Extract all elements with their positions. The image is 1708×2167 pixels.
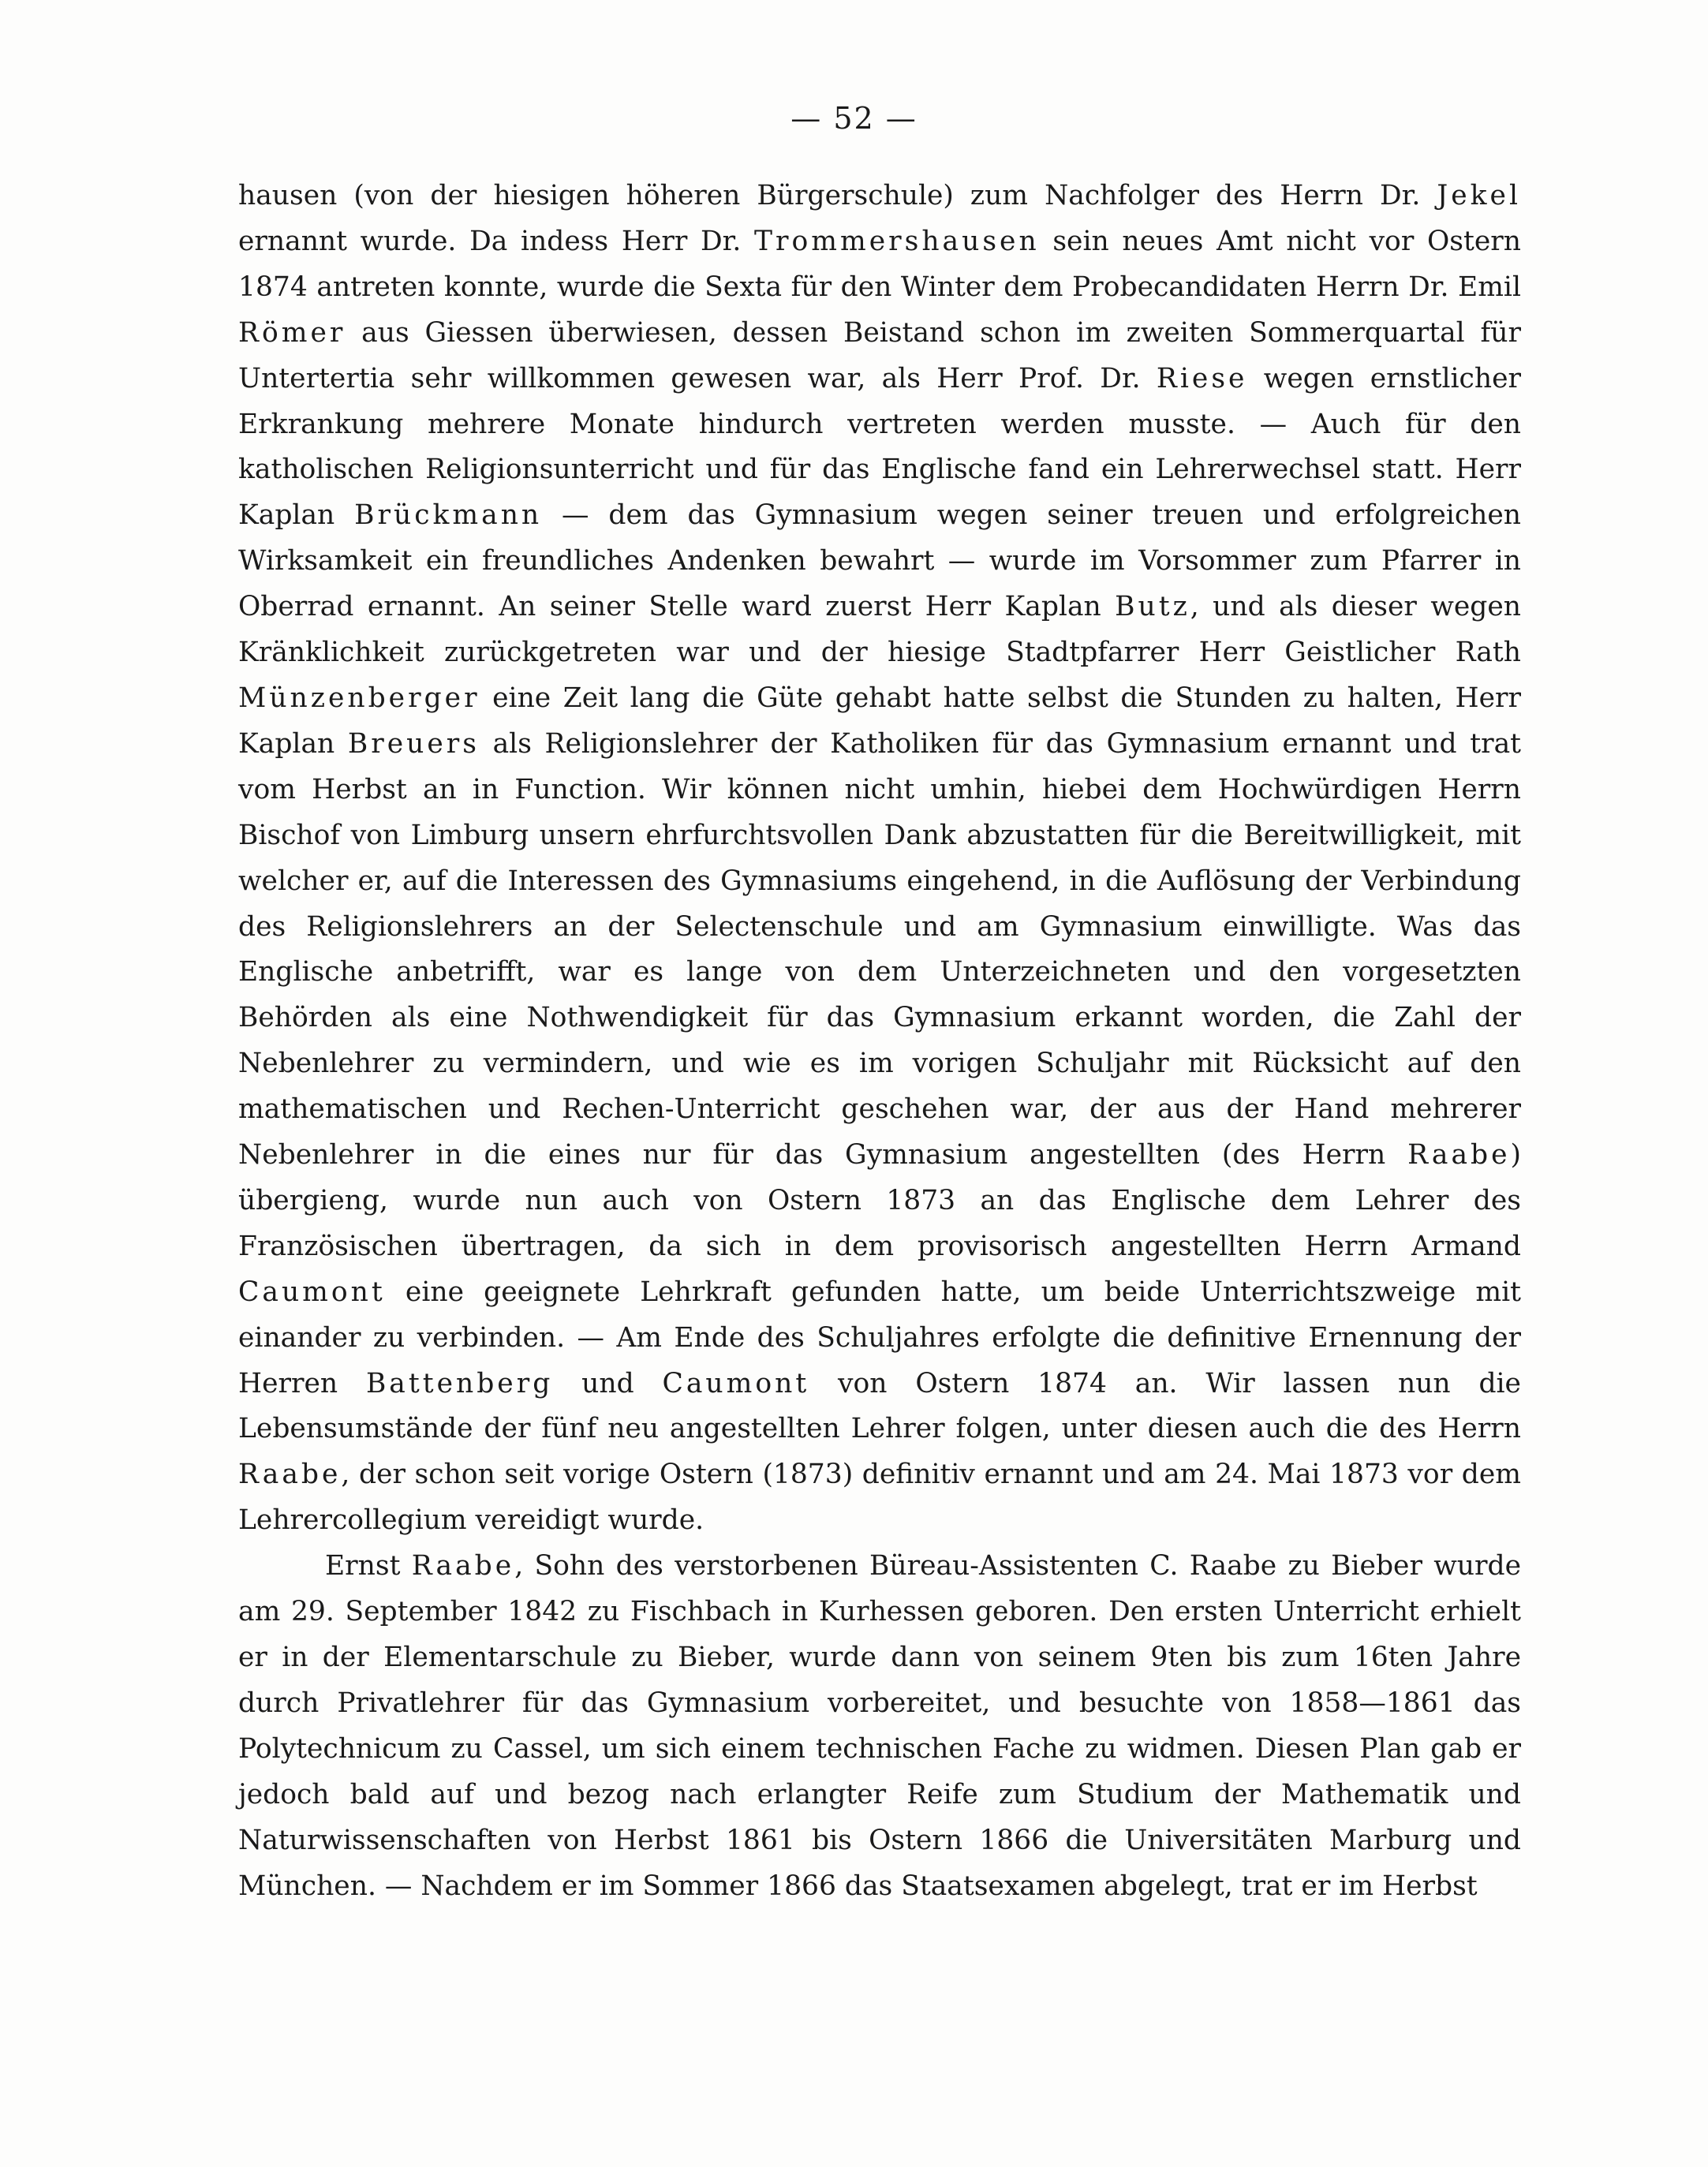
spaced-name-caumont: Caumont <box>662 1367 810 1399</box>
text-run: , Sohn des verstorbenen Büreau-Assistenten C. Raabe zu Bieber wurde am 29. September 1842 zu Fischbach in Kurhessen geboren. Den ersten Unterricht erhielt er in der Elementarschule zu Bieber, wurde dann von seinem 9ten bis zum 16ten Jahre durch Privatlehrer für das Gymnasium vorbereitet, und besuchte von 1858—1861 das Polytechnicum zu Cassel, um sich einem technischen Fache zu widmen. Diesen Plan gab er jedoch bald auf und bezog nach erlangter Reife zum Studium der Mathematik und Naturwissenschaften von Herbst 1861 bis Ostern 1866 die Universitäten Marburg und München. — Nachdem er im Sommer 1866 das Staatsexamen abgelegt, trat er im Herbst <box>238 1550 1521 1902</box>
spaced-name-jekel: Jekel <box>1437 180 1521 211</box>
spaced-name-raabe: Raabe <box>238 1459 342 1491</box>
spaced-name-raabe: Raabe <box>1407 1139 1511 1171</box>
body-text <box>238 174 1521 1909</box>
spaced-name-roemer: Römer <box>238 316 346 349</box>
text-run: wegen ernstlicher Erkrankung mehrere Monate hindurch vertreten werden musste. — Auch für den katholischen Religionsunterricht und für das Englische fand ein Lehrerwechsel statt. Herr Kaplan <box>238 362 1521 532</box>
text-run: , der schon seit vorige Ostern (1873) definitiv ernannt und am 24. Mai 1873 vor dem Lehrercollegium vereidigt wurde. <box>238 1459 1521 1537</box>
text-run: von Ostern 1874 an. Wir lassen nun die Lebensumstände der fünf neu angestellten Lehrer folgen, unter diesen auch die des Herrn <box>238 1367 1521 1445</box>
text-run: eine Zeit lang die Güte gehabt hatte selbst die Stunden zu halten, Herr Kaplan <box>238 682 1521 760</box>
spaced-name-raabe: Raabe <box>411 1550 515 1582</box>
text-run: ) übergieng, wurde nun auch von Ostern 1873 an das Englische dem Lehrer des Französischen übertragen, da sich in dem provisorisch angestellten Herrn Armand <box>238 1139 1521 1262</box>
text-run: — dem das Gymnasium wegen seiner treuen und erfolgreichen Wirksamkeit ein freundliches Andenken bewahrt — wurde im Vorsommer zum Pfarrer in Oberrad ernannt. An seiner Stelle ward zuerst Herr Kaplan <box>238 499 1522 623</box>
text-run: ernannt wurde. Da indess Herr Dr. <box>238 225 754 257</box>
spaced-name-brueckmann: Brückmann <box>354 499 543 532</box>
spaced-name-trommershausen: Trommershausen <box>754 225 1040 257</box>
paragraph-staff-changes <box>238 174 1521 1544</box>
text-run: sein neues Amt nicht vor Ostern 1874 antreten konnte, wurde die Sexta für den Winter dem Probecandidaten Herrn Dr. Emil <box>238 225 1521 303</box>
text-run: hausen (von der hiesigen höheren Bürgerschule) zum Nachfolger des Herrn Dr. <box>238 180 1437 211</box>
spaced-name-butz: Butz <box>1115 591 1190 623</box>
text-run: aus Giessen überwiesen, dessen Beistand schon im zweiten Sommerquartal für Untertertia sehr willkommen gewesen war, als Herr Prof. Dr. <box>238 316 1521 394</box>
text-run: eine geeignete Lehrkraft gefunden hatte, um beide Unterrichtszweige mit einander zu verbinden. — Am Ende des Schuljahres erfolgte die definitive Ernennung der Herren <box>238 1276 1521 1399</box>
spaced-name-battenberg: Battenberg <box>365 1367 554 1399</box>
paragraph-raabe-biography <box>238 1544 1521 1909</box>
text-run: , und als dieser wegen Kränklichkeit zurückgetreten war und der hiesige Stadtpfarrer Herr Geistlicher Rath <box>238 591 1521 669</box>
spaced-name-muenzenberger: Münzenberger <box>238 682 480 714</box>
text-run: und <box>553 1367 663 1399</box>
page-number: — 52 — <box>790 101 918 136</box>
spaced-name-breuers: Breuers <box>347 727 480 760</box>
spaced-name-caumont: Caumont <box>238 1276 386 1308</box>
text-run: als Religionslehrer der Katholiken für das Gymnasium ernannt und trat vom Herbst an in Function. Wir können nicht umhin, hiebei dem Hochwürdigen Herrn Bischof von Limburg unsern ehrfurchtsvollen Dank abzustatten für die Bereitwilligkeit, mit welcher er, auf die Interessen des Gymnasiums eingehend, in die Auflösung der Verbindung des Religionslehrers an der Selectenschule und am Gymnasium einwilligte. Was das Englische anbetrifft, war es lange von dem Unterzeichneten und den vorgesetzten Behörden als eine Nothwendigkeit für das Gymnasium erkannt worden, die Zahl der Nebenlehrer zu vermindern, und wie es im vorigen Schuljahr mit Rücksicht auf den mathematischen und Rechen-Unterricht geschehen war, der aus der Hand mehrerer Nebenlehrer in die eines nur für das Gymnasium angestellten (des Herrn <box>238 727 1521 1171</box>
spaced-name-riese: Riese <box>1156 362 1248 394</box>
text-run: Ernst <box>325 1550 412 1582</box>
